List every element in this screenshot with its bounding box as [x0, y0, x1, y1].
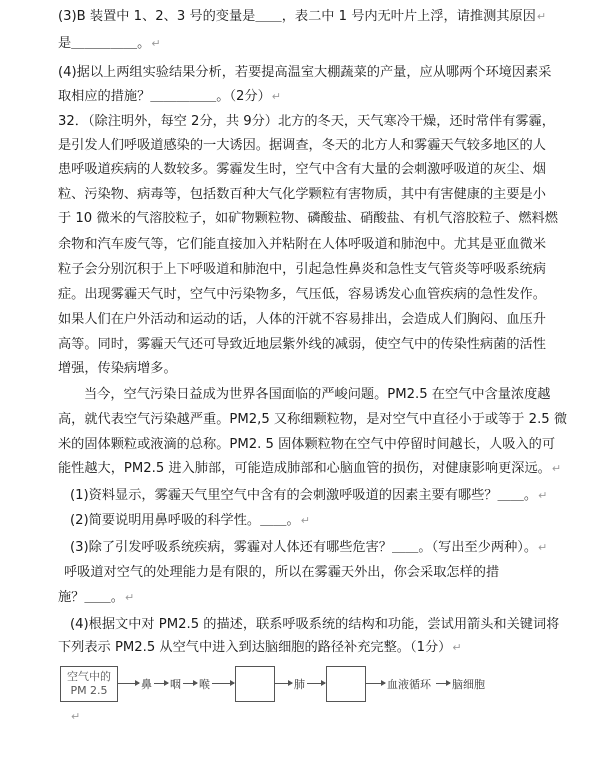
passage-line-3: 患呼吸道疾病的人数较多。雾霾发生时，空气中含有大量的会刺激呼吸道的灰尘、烟	[58, 162, 546, 177]
passage-line-8: 症。出现雾霾天气时，空气中污染物多，气压低，容易诱发心血管疾病的急性发作。	[58, 287, 546, 302]
arrow-icon	[183, 683, 197, 684]
sub-question-3-continued: 呼吸道对空气的处理能力是有限的，所以在雾霾天外出，你会采取怎样的措	[64, 565, 500, 580]
paragraph-mark-icon: ↵	[71, 710, 81, 723]
passage-line-4: 粒、污染物、病毒等，包括数百种大气化学颗粒有害物质，其中有害健康的主要是小	[58, 187, 546, 202]
sub-question-1: (1)资料显示，雾霾天气里空气中含有的会刺激呼吸道的因素主要有哪些？＿＿。↵	[70, 488, 548, 503]
passage-line-7: 粒子会分别沉积于上下呼吸道和肺泡中，引起急性鼻炎和急性支气管炎等呼吸系统病	[58, 262, 546, 277]
paragraph-mark-icon: ↵	[452, 641, 462, 654]
blank-box	[235, 666, 275, 702]
arrow-icon	[307, 683, 325, 684]
sub-question-3-continued-2: 施？＿＿。↵	[58, 590, 135, 605]
organ-label: 血液循环	[387, 678, 431, 691]
question-3-line-1: (3)B 装置中 1、2、3 号的变量是＿＿，表二中 1 号内无叶片上浮，请推测其原因↵	[58, 9, 547, 24]
organ-label: 脑细胞	[452, 678, 485, 691]
organ-label: 喉	[199, 678, 210, 691]
question-3-line-2: 是＿＿＿＿＿。↵	[58, 36, 161, 51]
paragraph-mark-icon: ↵	[151, 37, 161, 50]
arrow-icon	[117, 683, 139, 684]
passage-line-10: 高等。同时，雾霾天气还可导致近地层紫外线的减弱，使空气中的传染性病菌的活性	[58, 337, 546, 352]
arrow-icon	[365, 683, 385, 684]
paragraph-mark-icon: ↵	[300, 514, 310, 527]
passage-2-line-3: 米的固体颗粒或液滴的总称。PM2. 5 固体颗粒物在空气中停留时间越长，人吸入的可	[58, 437, 556, 452]
passage-line-5: 于 10 微米的气溶胶粒子，如矿物颗粒物、磷酸盐、硝酸盐、有机气溶胶粒子、燃料燃	[58, 211, 558, 226]
organ-label: 肺	[294, 678, 305, 691]
passage-line-2: 是引发人们呼吸道感染的一大诱因。据调查，冬天的北方人和雾霾天气较多地区的人	[58, 138, 546, 153]
passage-2-line-2: 高，就代表空气污染越严重。PM2,5 又称细颗粒物，是对空气中直径小于或等于 2.5 微	[58, 412, 568, 427]
passage-line-1: 32．（除注明外，每空 2分，共 9分）北方的冬天，天气寒冷干燥，还时常伴有雾霾，	[58, 114, 555, 129]
start-box: 空气中的 PM 2.5	[60, 666, 118, 702]
blank-box	[326, 666, 366, 702]
passage-2-line-4: 能性越大，PM2.5 进入肺部，可能造成肺部和心脑血管的损伤，对健康影响更深远。↵	[58, 461, 562, 476]
arrow-icon	[274, 683, 292, 684]
paragraph-mark-icon: ↵	[538, 541, 548, 554]
sub-question-4-line-2: 下列表示 PM2.5 从空气中进入到达脑细胞的路径补充完整。（1分）↵	[58, 640, 462, 655]
paragraph-mark-icon: ↵	[124, 591, 135, 604]
passage-line-9: 如果人们在户外活动和运动的话，人体的汗就不容易排出，会造成人们胸闷、血压升	[58, 312, 546, 327]
passage-2-line-1: 当今，空气污染日益成为世界各国面临的严峻问题。PM2.5 在空气中含量浓度越	[84, 387, 551, 402]
sub-question-3: (3)除了引发呼吸系统疾病，雾霾对人体还有哪些危害？＿＿。（写出至少两种）。↵	[70, 540, 548, 555]
paragraph-mark-icon: ↵	[271, 90, 282, 103]
arrow-icon	[212, 683, 234, 684]
organ-label: 鼻	[141, 678, 152, 691]
arrow-icon	[436, 683, 450, 684]
arrow-icon	[154, 683, 168, 684]
passage-line-11: 增强，传染病增多。	[58, 361, 177, 376]
question-4-line-1: (4)据以上两组实验结果分析，若要提高温室大棚蔬菜的产量，应从哪两个环境因素采	[58, 65, 552, 80]
passage-line-6: 余物和汽车废气等，它们能直接加入并粘附在人体呼吸道和肺泡中。尤其是亚血微米	[58, 237, 546, 252]
end-paragraph-line	[70, 708, 110, 726]
question-4-line-2: 取相应的措施？＿＿＿＿＿。（2分）↵	[58, 89, 282, 104]
paragraph-mark-icon: ↵	[538, 489, 548, 502]
sub-question-4-line-1: (4)根据文中对 PM2.5 的描述，联系呼吸系统的结构和功能，尝试用箭头和关键词将	[70, 617, 560, 632]
paragraph-mark-icon: ↵	[551, 462, 562, 475]
pm25-pathway-diagram	[58, 662, 498, 706]
paragraph-mark-icon: ↵	[536, 10, 547, 23]
organ-label: 咽	[170, 678, 181, 691]
sub-question-2: (2)简要说明用鼻呼吸的科学性。＿＿。↵	[70, 513, 310, 528]
